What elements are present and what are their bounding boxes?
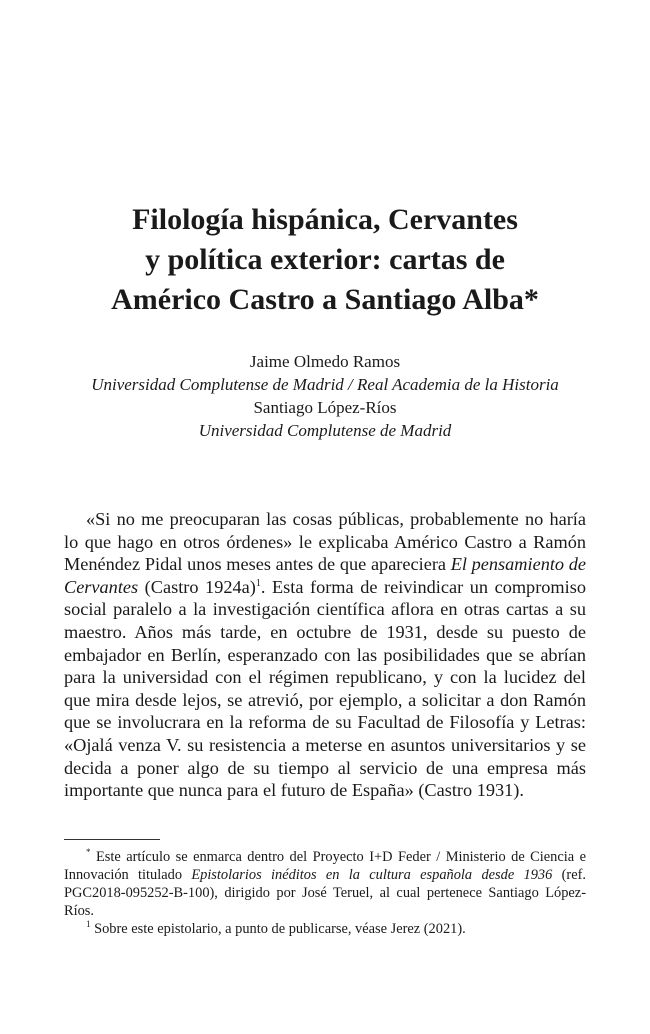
body-paragraph	[64, 508, 586, 802]
body-text-a: «Si no me preocuparan las cosas públicas, probablemente no haría lo que hago en otros órdenes» le explicaba Américo Castro a Ramón Menéndez Pidal unos meses antes de que apareciera	[64, 509, 586, 575]
author-affiliation-1: Universidad Complutense de Madrid / Real Academia de la Historia	[91, 375, 559, 394]
article-title	[60, 200, 590, 320]
footnote-ref-1: 1	[255, 577, 261, 589]
footnote-star-text-a: Este artículo se enmarca dentro del Proyecto I+D Feder / Ministerio de Ciencia e Innovación titulado	[64, 849, 586, 883]
body-text-c: . Esta forma de reivindicar un compromiso social paralelo a la investigación científica aflora en otras cartas a su maestro. Años más tarde, en octubre de 1931, desde su puesto de embajador en Berlín, esperanzado con las posibilidades que se abrían para la universidad con el régimen republicano, y con la lucidez del que mira desde lejos, se atrevió, por ejemplo, a solicitar a don Ramón que se involucrara en la reforma de su Facultad de Filosofía y Letras: «Ojalá venza V. su resistencia a meterse en asuntos universitarios y se decida a poner algo de su tiempo al servicio de una empresa más importante que nunca para el futuro de España» (Castro 1931).	[64, 576, 586, 801]
author-name-2: Santiago López-Ríos	[253, 398, 397, 417]
body-text-b: (Castro 1924a)	[138, 576, 256, 597]
footnote-star-mark: *	[86, 847, 91, 858]
footnote-divider	[64, 839, 160, 840]
footnote-1	[64, 920, 586, 938]
title-line-1: Filología hispánica, Cervantes	[132, 203, 518, 236]
author-name-1: Jaime Olmedo Ramos	[249, 352, 401, 371]
footnote-star-text-b: (ref. PGC2018-095252-B-100), dirigido por José Teruel, al cual pertenece Santiago López-Ríos.	[64, 867, 586, 919]
footnote-star-project-title: Epistolarios inéditos en la cultura española desde 1936	[191, 867, 553, 883]
footnote-star	[64, 848, 586, 920]
footnote-1-mark: 1	[86, 919, 91, 930]
footnotes	[64, 848, 586, 938]
footnote-1-text: Sobre este epistolario, a punto de publicarse, véase Jerez (2021).	[90, 921, 466, 937]
book-title: El pensamiento de Cervantes	[64, 554, 586, 597]
author-block	[40, 350, 610, 442]
author-affiliation-2: Universidad Complutense de Madrid	[198, 421, 452, 440]
title-line-3: Américo Castro a Santiago Alba*	[111, 283, 539, 316]
title-line-2: y política exterior: cartas de	[145, 243, 505, 276]
